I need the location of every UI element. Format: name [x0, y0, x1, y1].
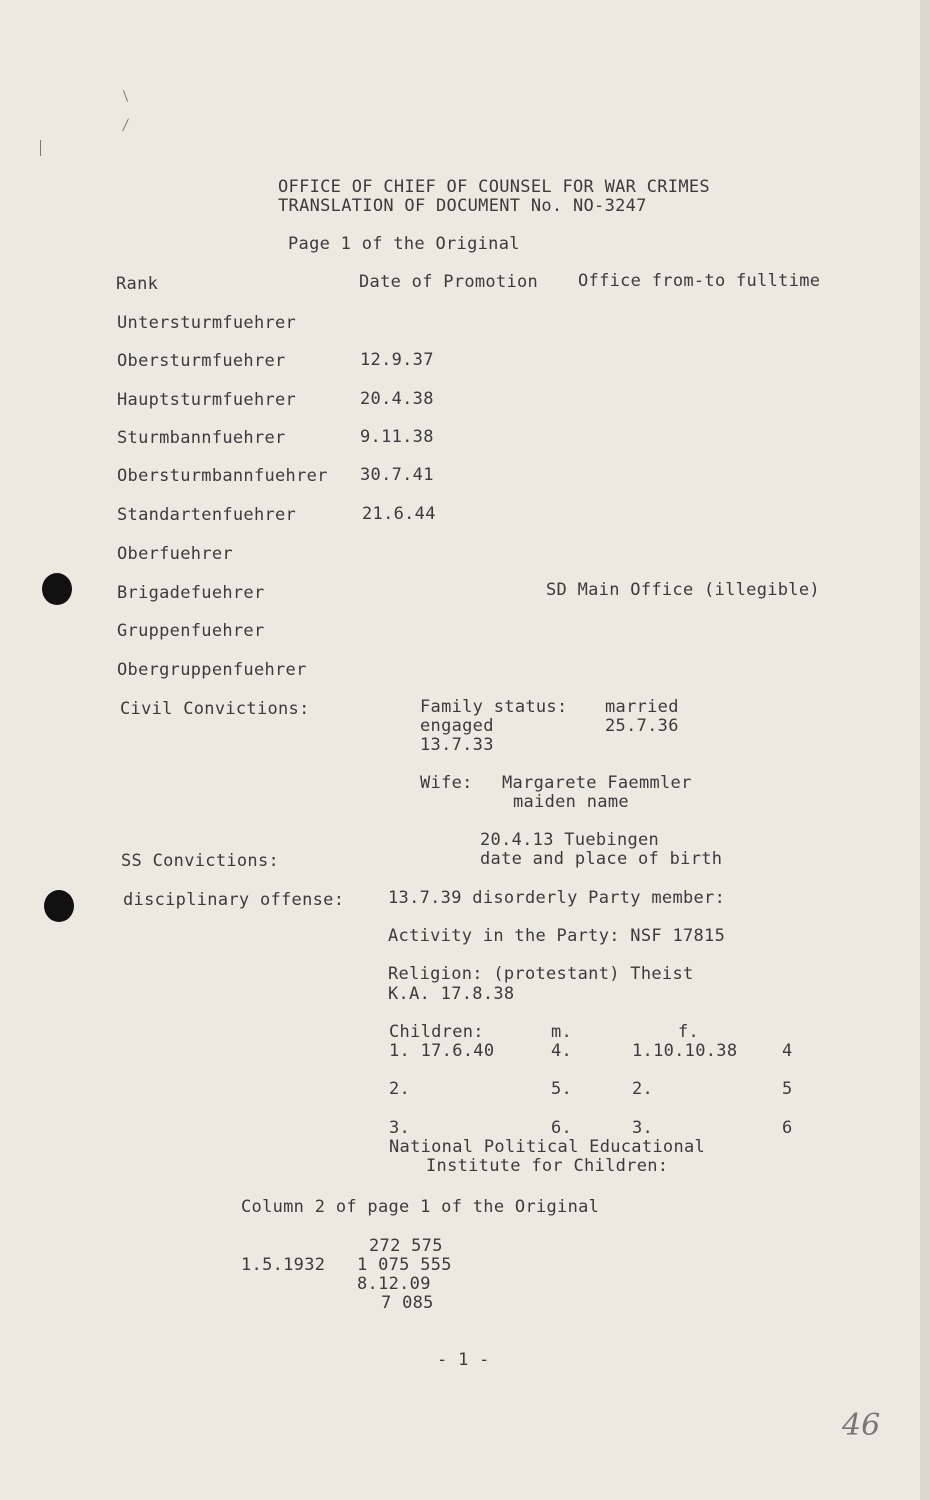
rank-name: Untersturmfuehrer [117, 313, 297, 333]
religion: Religion: (protestant) Theist [388, 964, 694, 984]
children-cell: 3. [389, 1118, 411, 1138]
disciplinary-label: disciplinary offense: [123, 890, 345, 910]
page-number: - 1 - [437, 1350, 490, 1370]
rank-name: Oberfuehrer [117, 544, 233, 564]
rank-date: 21.6.44 [362, 504, 436, 524]
family-status-label: Family status: [420, 697, 568, 717]
punch-hole [44, 890, 74, 922]
children-f-header: f. [678, 1022, 700, 1042]
header-office: OFFICE OF CHIEF OF COUNSEL FOR WAR CRIMES [278, 177, 710, 197]
family-married: married [605, 697, 679, 717]
ss-convictions-label: SS Convictions: [121, 851, 280, 871]
children-cell: 1. 17.6.40 [389, 1041, 495, 1061]
institute-line1: National Political Educational [389, 1137, 706, 1157]
rank-date: 20.4.38 [360, 389, 434, 409]
wife-name: Margarete Faemmler [502, 773, 692, 793]
rank-date: 30.7.41 [360, 465, 434, 485]
column-rank: Rank [116, 274, 159, 294]
children-cell: 6 [782, 1118, 793, 1138]
children-cell: 6. [551, 1118, 573, 1138]
rank-name: Hauptsturmfuehrer [117, 390, 297, 410]
stray-mark [122, 118, 129, 131]
disciplinary-value: 13.7.39 disorderly Party member: [388, 888, 726, 908]
birth-label: date and place of birth [480, 849, 723, 869]
header-translation: TRANSLATION OF DOCUMENT No. NO-3247 [278, 196, 647, 216]
children-label: Children: [389, 1022, 484, 1042]
column-date-of-promotion: Date of Promotion [359, 272, 539, 292]
children-cell: 4. [551, 1041, 573, 1061]
stray-mark [123, 90, 128, 102]
religion-ka: K.A. 17.8.38 [388, 984, 515, 1004]
column2-date-of-birth: 8.12.09 [357, 1274, 431, 1294]
children-cell: 2. [632, 1079, 654, 1099]
party-activity: Activity in the Party: NSF 17815 [388, 926, 726, 946]
rank-name: Sturmbannfuehrer [117, 428, 286, 448]
handwritten-mark: 46 [842, 1408, 881, 1443]
family-engaged-date: 13.7.33 [420, 735, 494, 755]
children-cell: 3. [632, 1118, 654, 1138]
wife-label: Wife: [420, 773, 473, 793]
page-reference: Page 1 of the Original [288, 234, 520, 254]
children-cell: 4 [782, 1041, 793, 1061]
office-note: SD Main Office (illegible) [546, 580, 820, 600]
family-married-date: 25.7.36 [605, 716, 679, 736]
institute-line2: Institute for Children: [426, 1156, 669, 1176]
children-cell: 5. [551, 1079, 573, 1099]
family-engaged: engaged [420, 716, 494, 736]
column2-date: 1.5.1932 [241, 1255, 326, 1275]
column2-number: 1 075 555 [357, 1255, 452, 1275]
rank-name: Obersturmbannfuehrer [117, 466, 328, 486]
stray-mark [40, 140, 41, 156]
civil-convictions-label: Civil Convictions: [120, 699, 310, 719]
rank-date: 9.11.38 [360, 427, 434, 447]
column-office: Office from-to fulltime [578, 271, 821, 291]
children-cell: 2. [389, 1079, 411, 1099]
rank-name: Gruppenfuehrer [117, 621, 265, 641]
wife-name-note: maiden name [513, 792, 629, 812]
rank-name: Obergruppenfuehrer [117, 660, 307, 680]
column2-number: 7 085 [381, 1293, 434, 1313]
rank-name: Brigadefuehrer [117, 583, 265, 603]
column2-title: Column 2 of page 1 of the Original [241, 1197, 600, 1217]
children-cell: 5 [782, 1079, 793, 1099]
rank-name: Standartenfuehrer [117, 505, 297, 525]
children-cell: 1.10.10.38 [632, 1041, 738, 1061]
children-m-header: m. [551, 1022, 573, 1042]
rank-name: Obersturmfuehrer [117, 351, 286, 371]
birth-value: 20.4.13 Tuebingen [480, 830, 660, 850]
punch-hole [42, 573, 72, 605]
rank-date: 12.9.37 [360, 350, 434, 370]
page-edge [920, 0, 930, 1500]
column2-number: 272 575 [369, 1236, 443, 1256]
